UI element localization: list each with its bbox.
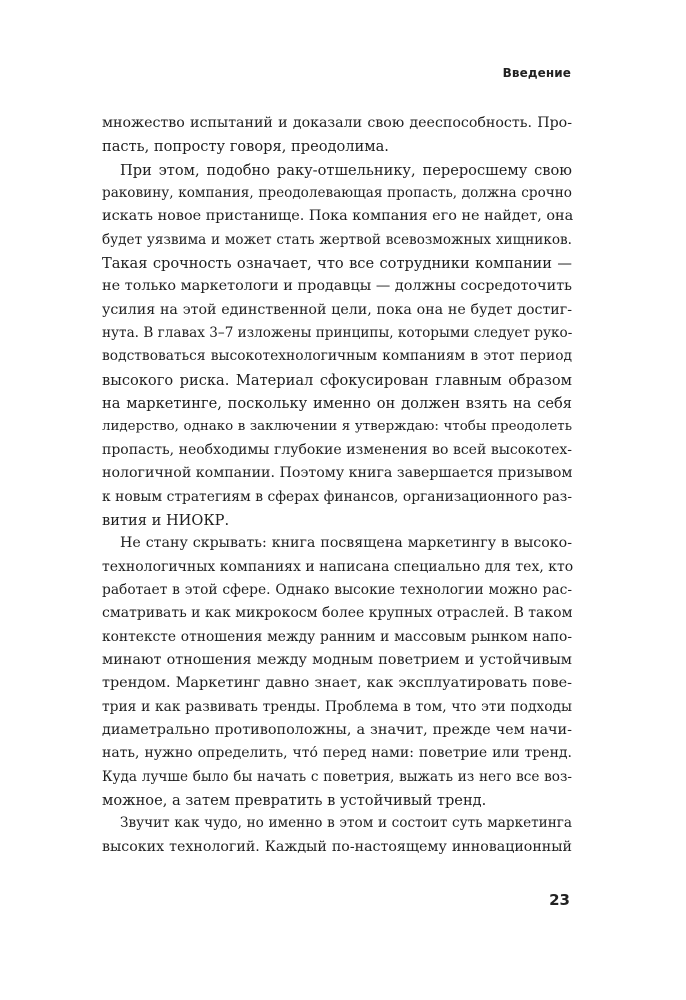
text-line: высокого риска. Материал сфокусирован главным образом <box>102 371 572 389</box>
text-line: к новым стратегиям в сферах финансов, организационного раз- <box>102 488 572 505</box>
text-line: пропасть, необходимы глубокие изменения во всей высокотех- <box>102 441 572 458</box>
text-line: Такая срочность означает, что все сотрудники компании — <box>102 255 572 273</box>
text-line: технологичных компаниях и написана специально для тех, кто <box>102 558 574 575</box>
text-line: контексте отношения между ранним и массовым рынком напо- <box>102 628 572 645</box>
text-line: усилия на этой единственной цели, пока она не будет достиг- <box>102 301 572 318</box>
text-line: Звучит как чудо, но именно в этом и состоит суть маркетинга <box>120 815 572 832</box>
text-line: нута. В главах 3–7 изложены принципы, которыми следует руко- <box>102 325 573 342</box>
text-line: вития и НИОКР. <box>102 511 230 529</box>
text-line: на маркетинге, поскольку именно он должен взять на себя <box>102 395 572 413</box>
text-line: раковину, компания, преодолевающая пропасть, должна срочно <box>102 185 572 202</box>
text-line: не только маркетологи и продавцы — должны сосредоточить <box>102 278 572 295</box>
text-line: пасть, попросту говоря, преодолима. <box>102 138 389 156</box>
text-line: работает в этой сфере. Однако высокие технологии можно рас- <box>102 581 572 598</box>
text-line: будет уязвима и может стать жертвой всевозможных хищников. <box>102 231 572 248</box>
running-head: Введение <box>502 66 571 80</box>
text-line: Куда лучше было бы начать с поветрия, выжать из него все воз- <box>102 768 572 785</box>
text-line: лидерство, однако в заключении я утверждаю: чтобы преодолеть <box>102 419 572 435</box>
text-line: диаметрально противоположны, а значит, прежде чем начи- <box>102 721 572 738</box>
text-line: водствоваться высокотехнологичным компаниям в этот период <box>102 348 572 365</box>
text-line: искать новое пристанище. Пока компания его не найдет, она <box>102 208 574 225</box>
text-line: Не стану скрывать: книга посвящена маркетингу в высоко- <box>120 535 572 552</box>
text-line: трия и как развивать тренды. Проблема в том, что эти подходы <box>102 698 572 715</box>
text-line: высоких технологий. Каждый по-настоящему инновационный <box>102 838 572 855</box>
text-line: нологичной компании. Поэтому книга завершается призывом <box>102 465 573 482</box>
text-line: При этом, подобно раку-отшельнику, переросшему свою <box>120 161 572 179</box>
text-line: нать, нужно определить, что́ перед нами: поветрие или тренд. <box>102 745 572 762</box>
text-line: сматривать и как микрокосм более крупных отраслей. В таком <box>102 605 573 622</box>
text-line: множество испытаний и доказали свою дееспособность. Про- <box>102 115 572 131</box>
text-line: можное, а затем превратить в устойчивый тренд. <box>102 791 487 809</box>
text-line: трендом. Маркетинг давно знает, как эксплуатировать пове- <box>102 675 572 692</box>
text-line: минают отношения между модным поветрием и устойчивым <box>102 651 572 668</box>
page-number: 23 <box>549 891 570 909</box>
body-text <box>102 112 572 859</box>
